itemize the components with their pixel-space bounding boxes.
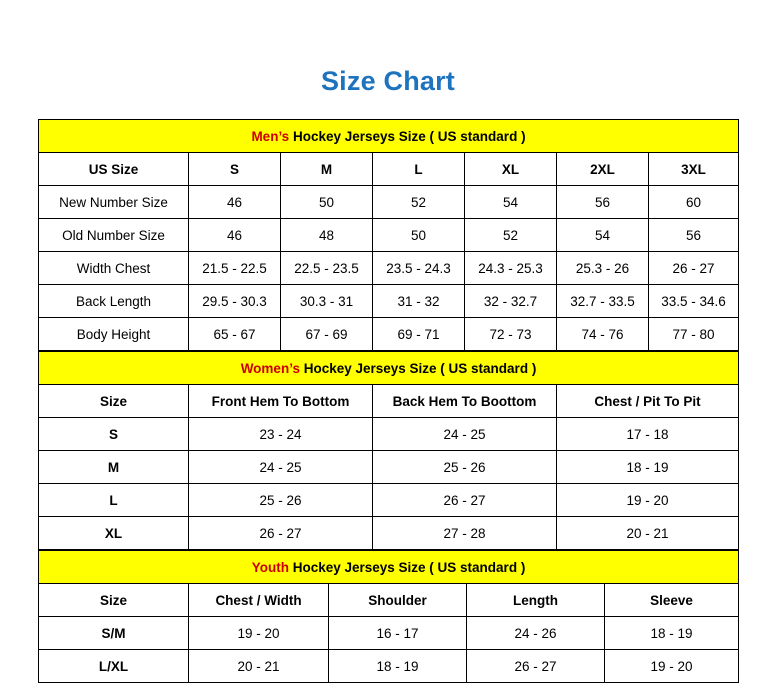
size-chart-container [38,119,738,683]
table-header-row [39,584,739,617]
mens-row-0-cell-5: 56 [557,186,649,219]
mens-row-1-label: Old Number Size [39,219,189,252]
womens-col-2: Back Hem To Boottom [373,385,557,418]
mens-row-1-cell-5: 54 [557,219,649,252]
mens-row-2-cell-4: 24.3 - 25.3 [465,252,557,285]
table-section-heading-row [39,120,739,153]
womens-row-0-cell-2: 24 - 25 [373,418,557,451]
youth-col-3: Length [467,584,605,617]
mens-row-2-cell-5: 25.3 - 26 [557,252,649,285]
mens-row-2-label: Width Chest [39,252,189,285]
youth-size-table [38,550,739,683]
mens-row-3-cell-5: 32.7 - 33.5 [557,285,649,318]
youth-col-4: Sleeve [605,584,739,617]
youth-row-0-cell-4: 18 - 19 [605,617,739,650]
table-row [39,318,739,351]
mens-row-4-cell-3: 69 - 71 [373,318,465,351]
mens-row-3-cell-1: 29.5 - 30.3 [189,285,281,318]
mens-section-heading [39,120,739,153]
mens-row-2-cell-1: 21.5 - 22.5 [189,252,281,285]
womens-row-3-cell-2: 27 - 28 [373,517,557,550]
womens-row-2-cell-1: 25 - 26 [189,484,373,517]
mens-row-2-cell-3: 23.5 - 24.3 [373,252,465,285]
womens-row-0-label: S [39,418,189,451]
womens-size-table [38,351,739,550]
mens-col-0: US Size [39,153,189,186]
youth-row-0-cell-1: 19 - 20 [189,617,329,650]
youth-row-1-cell-4: 19 - 20 [605,650,739,683]
mens-row-1-cell-1: 46 [189,219,281,252]
mens-row-4-label: Body Height [39,318,189,351]
table-row [39,418,739,451]
womens-col-0: Size [39,385,189,418]
table-row [39,617,739,650]
mens-row-0-cell-1: 46 [189,186,281,219]
mens-row-1-cell-2: 48 [281,219,373,252]
womens-heading-accent: Women’s [240,360,300,376]
mens-row-0-label: New Number Size [39,186,189,219]
table-row [39,285,739,318]
mens-col-5: 2XL [557,153,649,186]
table-row [39,650,739,683]
womens-col-3: Chest / Pit To Pit [557,385,739,418]
mens-row-0-cell-6: 60 [649,186,739,219]
mens-row-4-cell-1: 65 - 67 [189,318,281,351]
mens-row-0-cell-4: 54 [465,186,557,219]
youth-heading-accent: Youth [251,559,289,575]
table-row [39,451,739,484]
mens-row-3-cell-4: 32 - 32.7 [465,285,557,318]
womens-row-3-label: XL [39,517,189,550]
womens-row-0-cell-3: 17 - 18 [557,418,739,451]
womens-row-2-cell-2: 26 - 27 [373,484,557,517]
mens-col-6: 3XL [649,153,739,186]
mens-row-4-cell-2: 67 - 69 [281,318,373,351]
youth-row-1-cell-1: 20 - 21 [189,650,329,683]
mens-row-3-cell-6: 33.5 - 34.6 [649,285,739,318]
womens-row-3-cell-1: 26 - 27 [189,517,373,550]
mens-row-1-cell-6: 56 [649,219,739,252]
mens-col-3: L [373,153,465,186]
womens-row-2-label: L [39,484,189,517]
youth-heading-rest: Hockey Jerseys Size ( US standard ) [288,559,526,575]
mens-row-4-cell-5: 74 - 76 [557,318,649,351]
youth-row-0-label: S/M [39,617,189,650]
page-title: Size Chart [320,66,456,96]
womens-row-1-cell-2: 25 - 26 [373,451,557,484]
table-header-row [39,153,739,186]
womens-col-1: Front Hem To Bottom [189,385,373,418]
mens-row-0-cell-3: 52 [373,186,465,219]
table-section-heading-row [39,352,739,385]
youth-row-1-label: L/XL [39,650,189,683]
mens-row-0-cell-2: 50 [281,186,373,219]
mens-row-1-cell-4: 52 [465,219,557,252]
youth-row-1-cell-3: 26 - 27 [467,650,605,683]
womens-row-1-label: M [39,451,189,484]
youth-col-0: Size [39,584,189,617]
womens-row-2-cell-3: 19 - 20 [557,484,739,517]
mens-col-1: S [189,153,281,186]
youth-row-0-cell-2: 16 - 17 [329,617,467,650]
youth-col-2: Shoulder [329,584,467,617]
womens-row-0-cell-1: 23 - 24 [189,418,373,451]
youth-section-heading [39,551,739,584]
mens-col-4: XL [465,153,557,186]
table-row [39,517,739,550]
mens-row-3-cell-3: 31 - 32 [373,285,465,318]
womens-row-1-cell-3: 18 - 19 [557,451,739,484]
mens-row-4-cell-4: 72 - 73 [465,318,557,351]
table-row [39,186,739,219]
youth-row-1-cell-2: 18 - 19 [329,650,467,683]
table-section-heading-row [39,551,739,584]
table-row [39,484,739,517]
mens-row-4-cell-6: 77 - 80 [649,318,739,351]
womens-section-heading [39,352,739,385]
mens-row-2-cell-6: 26 - 27 [649,252,739,285]
womens-row-3-cell-3: 20 - 21 [557,517,739,550]
youth-row-0-cell-3: 24 - 26 [467,617,605,650]
womens-row-1-cell-1: 24 - 25 [189,451,373,484]
mens-heading-rest: Hockey Jerseys Size ( US standard ) [289,128,526,144]
youth-col-1: Chest / Width [189,584,329,617]
mens-col-2: M [281,153,373,186]
womens-heading-rest: Hockey Jerseys Size ( US standard ) [299,360,537,376]
mens-row-3-label: Back Length [39,285,189,318]
table-row [39,219,739,252]
mens-size-table [38,119,739,351]
table-header-row [39,385,739,418]
table-row [39,252,739,285]
mens-heading-accent: Men’s [251,128,290,144]
mens-row-2-cell-2: 22.5 - 23.5 [281,252,373,285]
mens-row-3-cell-2: 30.3 - 31 [281,285,373,318]
mens-row-1-cell-3: 50 [373,219,465,252]
